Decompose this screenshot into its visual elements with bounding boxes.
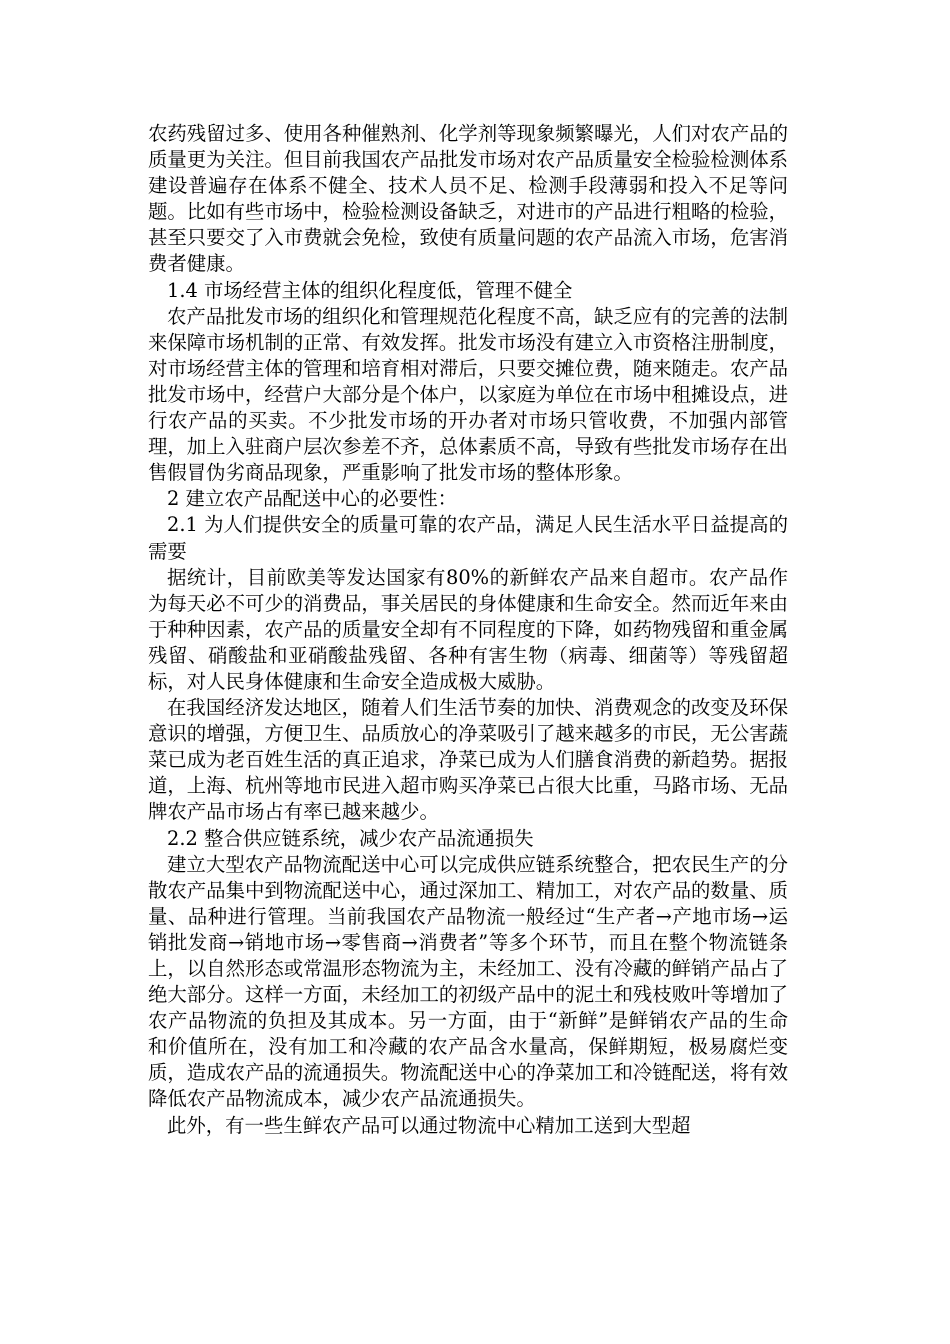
- document-body: [148, 121, 788, 1139]
- paragraph-2-1-body-1: 据统计，目前欧美等发达国家有80%的新鲜农产品来自超市。农产品作为每天必不可少的消费品，事关居民的身体健康和生命安全。然而近年来由于种种因素，农产品的质量安全却有不同程度的下降，如药物残留和重金属残留、硝酸盐和亚硝酸盐残留、各种有害生物（病毒、细菌等）等残留超标，对人民身体健康和生命安全造成极大威胁。: [148, 565, 788, 693]
- section-heading-2-2: 2.2 整合供应链系统，减少农产品流通损失: [167, 826, 534, 850]
- section-heading-1-4: 1.4 市场经营主体的组织化程度低，管理不健全: [167, 278, 573, 302]
- paragraph-continuation: 农药残留过多、使用各种催熟剂、化学剂等现象频繁曝光，人们对农产品的质量更为关注。但目前我国农产品批发市场对农产品质量安全检验检测体系建设普遍存在体系不健全、技术人员不足、检测手段薄弱和投入不足等问题。比如有些市场中，检验检测设备缺乏，对进市的产品进行粗略的检验，甚至只要交了入市费就会免检，致使有质量问题的农产品流入市场，危害消费者健康。: [148, 122, 788, 276]
- section-heading-2-1: 2.1 为人们提供安全的质量可靠的农产品，满足人民生活水平日益提高的需要: [148, 513, 788, 563]
- paragraph-2-2-body-1: 建立大型农产品物流配送中心可以完成供应链系统整合，把农民生产的分散农产品集中到物流配送中心，通过深加工、精加工，对农产品的数量、质量、品种进行管理。当前我国农产品物流一般经过“生产者→产地市场→运销批发商→销地市场→零售商→消费者”等多个环节，而且在整个物流链条上，以自然形态或常温形态物流为主，未经加工、没有冷藏的鲜销产品占了绝大部分。这样一方面，未经加工的初级产品中的泥土和残枝败叶等增加了农产品物流的负担及其成本。另一方面，由于“新鲜”是鲜销农产品的生命和价值所在，没有加工和冷藏的农产品含水量高，保鲜期短，极易腐烂变质，造成农产品的流通损失。物流配送中心的净菜加工和冷链配送，将有效降低农产品物流成本，减少农产品流通损失。: [148, 852, 788, 1111]
- paragraph-2-1-body-2: 在我国经济发达地区，随着人们生活节奏的加快、消费观念的改变及环保意识的增强，方便卫生、品质放心的净菜吸引了越来越多的市民，无公害蔬菜已成为老百姓生活的真正追求，净菜已成为人们膳食消费的新趋势。据报道，上海、杭州等地市民进入超市购买净菜已占很大比重，马路市场、无品牌农产品市场占有率已越来越少。: [148, 696, 788, 824]
- paragraph-2-2-body-2: 此外，有一些生鲜农产品可以通过物流中心精加工送到大型超: [167, 1113, 691, 1137]
- paragraph-1-4-body: 农产品批发市场的组织化和管理规范化程度不高，缺乏应有的完善的法制来保障市场机制的正常、有效发挥。批发市场没有建立入市资格注册制度，对市场经营主体的管理和培育相对滞后，只要交摊位费，随来随走。农产品批发市场中，经营户大部分是个体户，以家庭为单位在市场中租摊设点，进行农产品的买卖。不少批发市场的开办者对市场只管收费，不加强内部管理，加上入驻商户层次参差不齐，总体素质不高，导致有些批发市场存在出售假冒伪劣商品现象，严重影响了批发市场的整体形象。: [148, 304, 788, 485]
- section-heading-2: 2 建立农产品配送中心的必要性：: [167, 487, 457, 511]
